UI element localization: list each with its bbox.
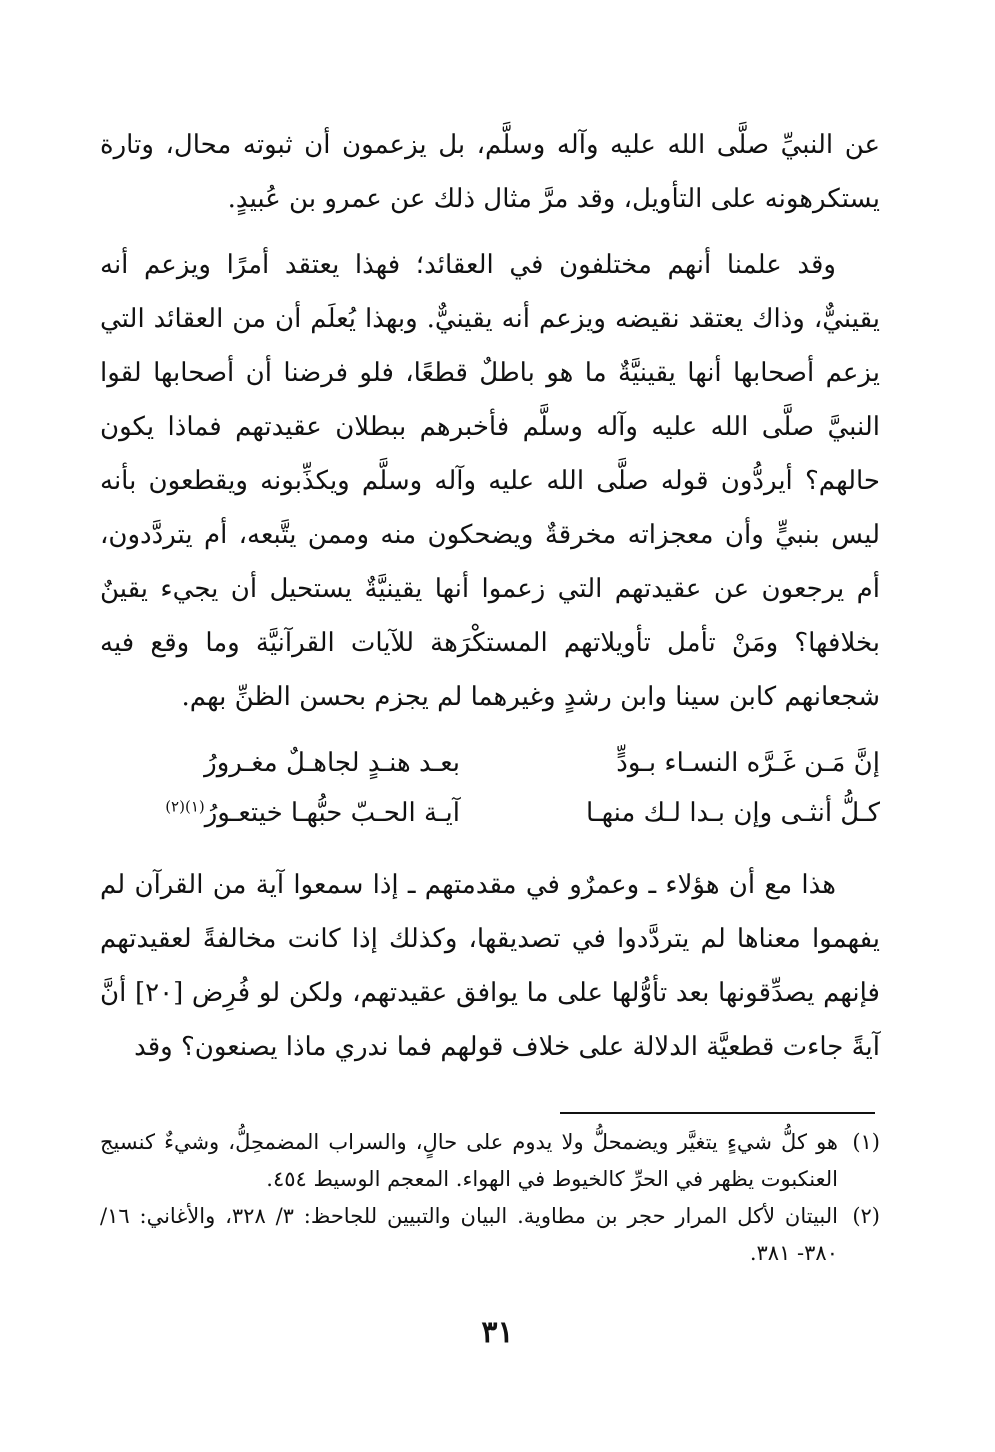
verse-2-second-hemistich: آيـة الحـبّ حبُّهـا خيتعـورُ [204,798,460,828]
paragraph-2 [100,238,880,724]
paragraph-1-text: عن النبيِّ صلَّى الله عليه وآله وسلَّم، بل يزعمون أن ثبوته محال، وتارة يستكرهونه على التأويل، وقد مرَّ مثال ذلك عن عمرو بن عُبيدٍ. [100,130,880,214]
page-number: ٣١ [481,1315,514,1350]
paragraph-3-text: هذا مع أن هؤلاء ـ وعمرٌو في مقدمتهم ـ إذا سمعوا آية من القرآن لم يفهموا معناها لم يتردَّدوا في تصديقها، وكذلك إذا كانت مخالفةً لعقيدتهم فإنهم يصدِّقونها بعد تأوُّلها على ما يوافق عقيدتهم، ولكن لو فُرِض [٢٠] أنَّ آيةً جاءت قطعيَّة الدلالة على خلاف قولهم فما ندري ماذا يصنعون؟ وقد [100,870,880,1062]
verse-1-second-hemistich: بعـد هنـدٍ لجاهـلٌ مغـرورُ [204,748,460,778]
paragraph-2-text: وقد علمنا أنهم مختلفون في العقائد؛ فهذا يعتقد أمرًا ويزعم أنه يقينيٌّ، وذاك يعتقد نقيضه ويزعم أنه يقينيٌّ. وبهذا يُعلَم أن من العقائد التي يزعم أصحابها أنها يقينيَّةٌ ما هو باطلٌ قطعًا، فلو فرضنا أن أصحابها لقوا النبيَّ صلَّى الله عليه وآله وسلَّم فأخبرهم ببطلان عقيدتهم فماذا يكون حالهم؟ أيردُّون قوله صلَّى الله عليه وآله وسلَّم ويكذِّبونه ويقطعون بأنه ليس بنبيٍّ وأن معجزاته مخرقةٌ ويضحكون منه وممن يتَّبعه، أم يتردَّدون، أم يرجعون عن عقيدتهم التي زعموا أنها يقينيَّةٌ يستحيل أن يجيء يقينٌ بخلافها؟ ومَنْ تأمل تأويلاتهم المستكْرَهة للآيات القرآنيَّة وما وقع فيه شجعانهم كابن سينا وابن رشدٍ وغيرهما لم يجزم بحسن الظنِّ بهم. [100,250,880,712]
footnote-2-number: (٢) [852,1204,880,1228]
verse-2-second-hemistich-wrap [100,788,460,838]
verse-2-first-hemistich: كـلُّ أنثـى وإن بـدا لـك منهـا [586,798,880,828]
poem [100,738,880,838]
paragraph-1 [100,118,880,226]
footnote-1 [100,1124,880,1198]
footnotes [100,1124,880,1272]
verse-1-first-hemistich: إنَّ مَـن غَـرَّه النسـاء بـودٍّ [616,748,880,778]
footnote-1-number: (١) [852,1130,880,1154]
paragraph-3 [100,858,880,1074]
footnote-references: (١)(٢) [165,797,205,816]
footnote-separator [560,1112,875,1114]
footnote-2-text: البيتان لأكل المرار حجر بن مطاوية. البيان والتبيين للجاحظ: ٣/ ٣٢٨، والأغاني: ١٦/ ٣٨٠- ٣٨١. [100,1204,838,1265]
poem-verse-2 [100,788,880,838]
footnote-2 [100,1198,880,1272]
poem-verse-1 [100,738,880,788]
footnote-1-text: هو كلُّ شيءٍ يتغيَّر ويضمحلُّ ولا يدوم على حالٍ، والسراب المضمحِلُّ، وشيءٌ كنسيج العنكبوت يظهر في الحرِّ كالخيوط في الهواء. المعجم الوسيط ٤٥٤. [100,1130,838,1191]
